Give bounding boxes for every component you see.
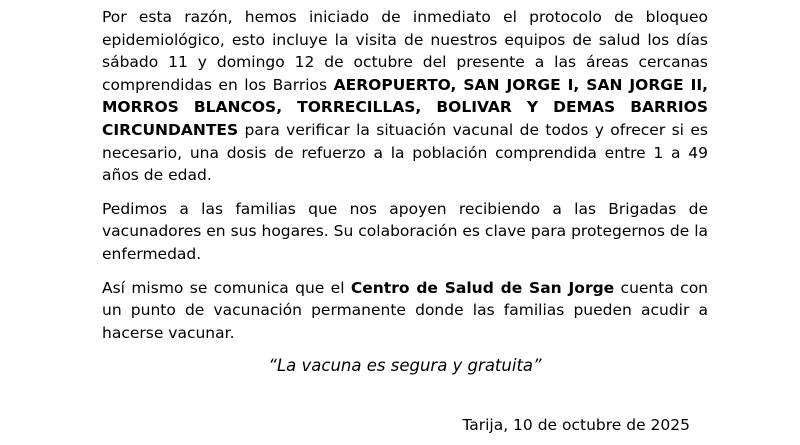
paragraph-vaccination-protocol (102, 6, 708, 187)
paragraph-text: Así mismo se comunica que el (102, 278, 351, 297)
paragraph-text: para verificar la situación vacunal de todos y ofrecer si es necesario, una dosis de refuerzo a la población comprendida entre 1 a 49 años de edad. (102, 120, 708, 185)
paragraph-family-request: Pedimos a las familias que nos apoyen recibiendo a las Brigadas de vacunadores en sus hogares. Su colaboración es clave para protegernos de la enfermedad. (102, 199, 708, 263)
slogan: “La vacuna es segura y gratuita” (268, 356, 542, 376)
paragraph-text: Por esta razón, hemos iniciado de inmediato el protocolo de bloqueo epidemiológico, esto incluye la visita de nuestros equipos de salud los días sábado 11 y domingo 12 de octubre del presente a las áreas cercanas comprendidas en los Barrios (102, 8, 708, 94)
place-and-date: Tarija, 10 de octubre de 2025 (462, 416, 690, 434)
paragraph-text: cuenta con un punto de vacunación permanente donde las familias pueden acudir a hacerse vacunar. (102, 278, 709, 342)
document-body (102, 6, 708, 378)
paragraph-health-center (102, 277, 708, 345)
health-center-name: Centro de Salud de San Jorge (350, 278, 615, 297)
neighborhoods-list: AEROPUERTO, SAN JORGE I, SAN JORGE II, MORROS BLANCOS, TORRECILLAS, BOLIVAR Y DEMAS BARRIOS CIRCUNDANTES (102, 75, 709, 139)
